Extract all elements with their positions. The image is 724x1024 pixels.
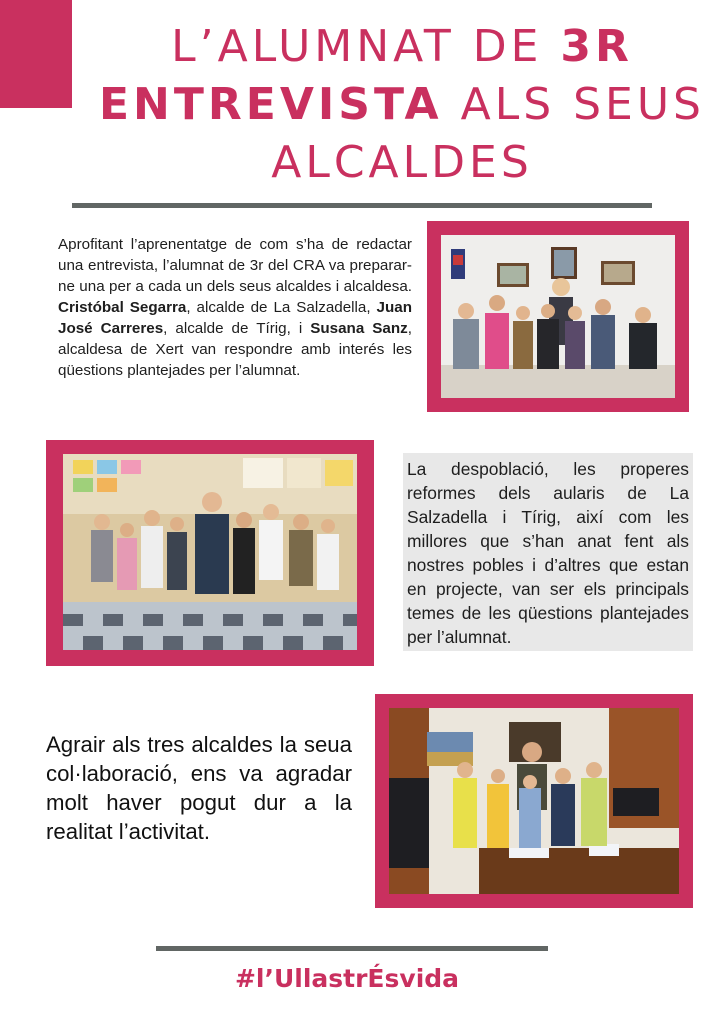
intro-text: , alcaldesa de Xert van respondre amb interés les qüestions plantejades per l’alumnat. [58, 320, 412, 379]
divider-bottom [156, 946, 548, 951]
thanks-paragraph: Agrair als tres alcaldes la seua col·laboració, ens va agradar molt haver pogut dur a la realitat l’activitat. [46, 732, 352, 844]
photo-classroom-group [63, 454, 357, 650]
hashtag: #l’UllastrÉsvida [234, 964, 460, 993]
mayor-name-tirig: Juan José Carreres [58, 299, 412, 337]
title-line-2 [99, 79, 705, 130]
photo-students-with-mayoress [441, 235, 675, 398]
intro-paragraph [58, 234, 412, 381]
photo-mayor-office [389, 708, 679, 894]
corner-accent-block [0, 0, 72, 108]
title-line-1 [171, 21, 633, 72]
title-text: ALS SEUS [442, 79, 705, 130]
divider-top [72, 203, 652, 208]
mayor-name-salzadella: Cristóbal Segarra [58, 299, 187, 316]
mayor-name-xert: Susana Sanz [310, 320, 408, 337]
intro-text: Aprofitant l’aprenentatge de com s’ha de redactar una entrevista, l’alumnat de 3r del CRA va preparar-ne una per a cada un dels seus alcaldes i alcaldesa. [58, 236, 412, 295]
intro-text: , alcalde de Tírig, i [163, 320, 311, 337]
title-line-3: ALCALDES [271, 137, 533, 188]
intro-text: , alcalde de La Salzadella, [186, 299, 377, 316]
photo-frame-3 [375, 694, 693, 908]
page-title [80, 18, 724, 192]
title-text-bold: 3R [560, 21, 633, 72]
photo-frame-2 [46, 440, 374, 666]
title-text: L’ALUMNAT DE [171, 21, 561, 72]
photo-frame-1 [427, 221, 689, 412]
title-text-bold: ENTREVISTA [99, 79, 443, 130]
topics-textbox: La despoblació, les properes reformes dels aularis de La Salzadella i Tírig, així com les millores que s’han anat fent als nostres pobles i d’altres que estan en projecte, van ser els principals temes de les qüestions plantejades per l’alumnat. [403, 453, 693, 651]
